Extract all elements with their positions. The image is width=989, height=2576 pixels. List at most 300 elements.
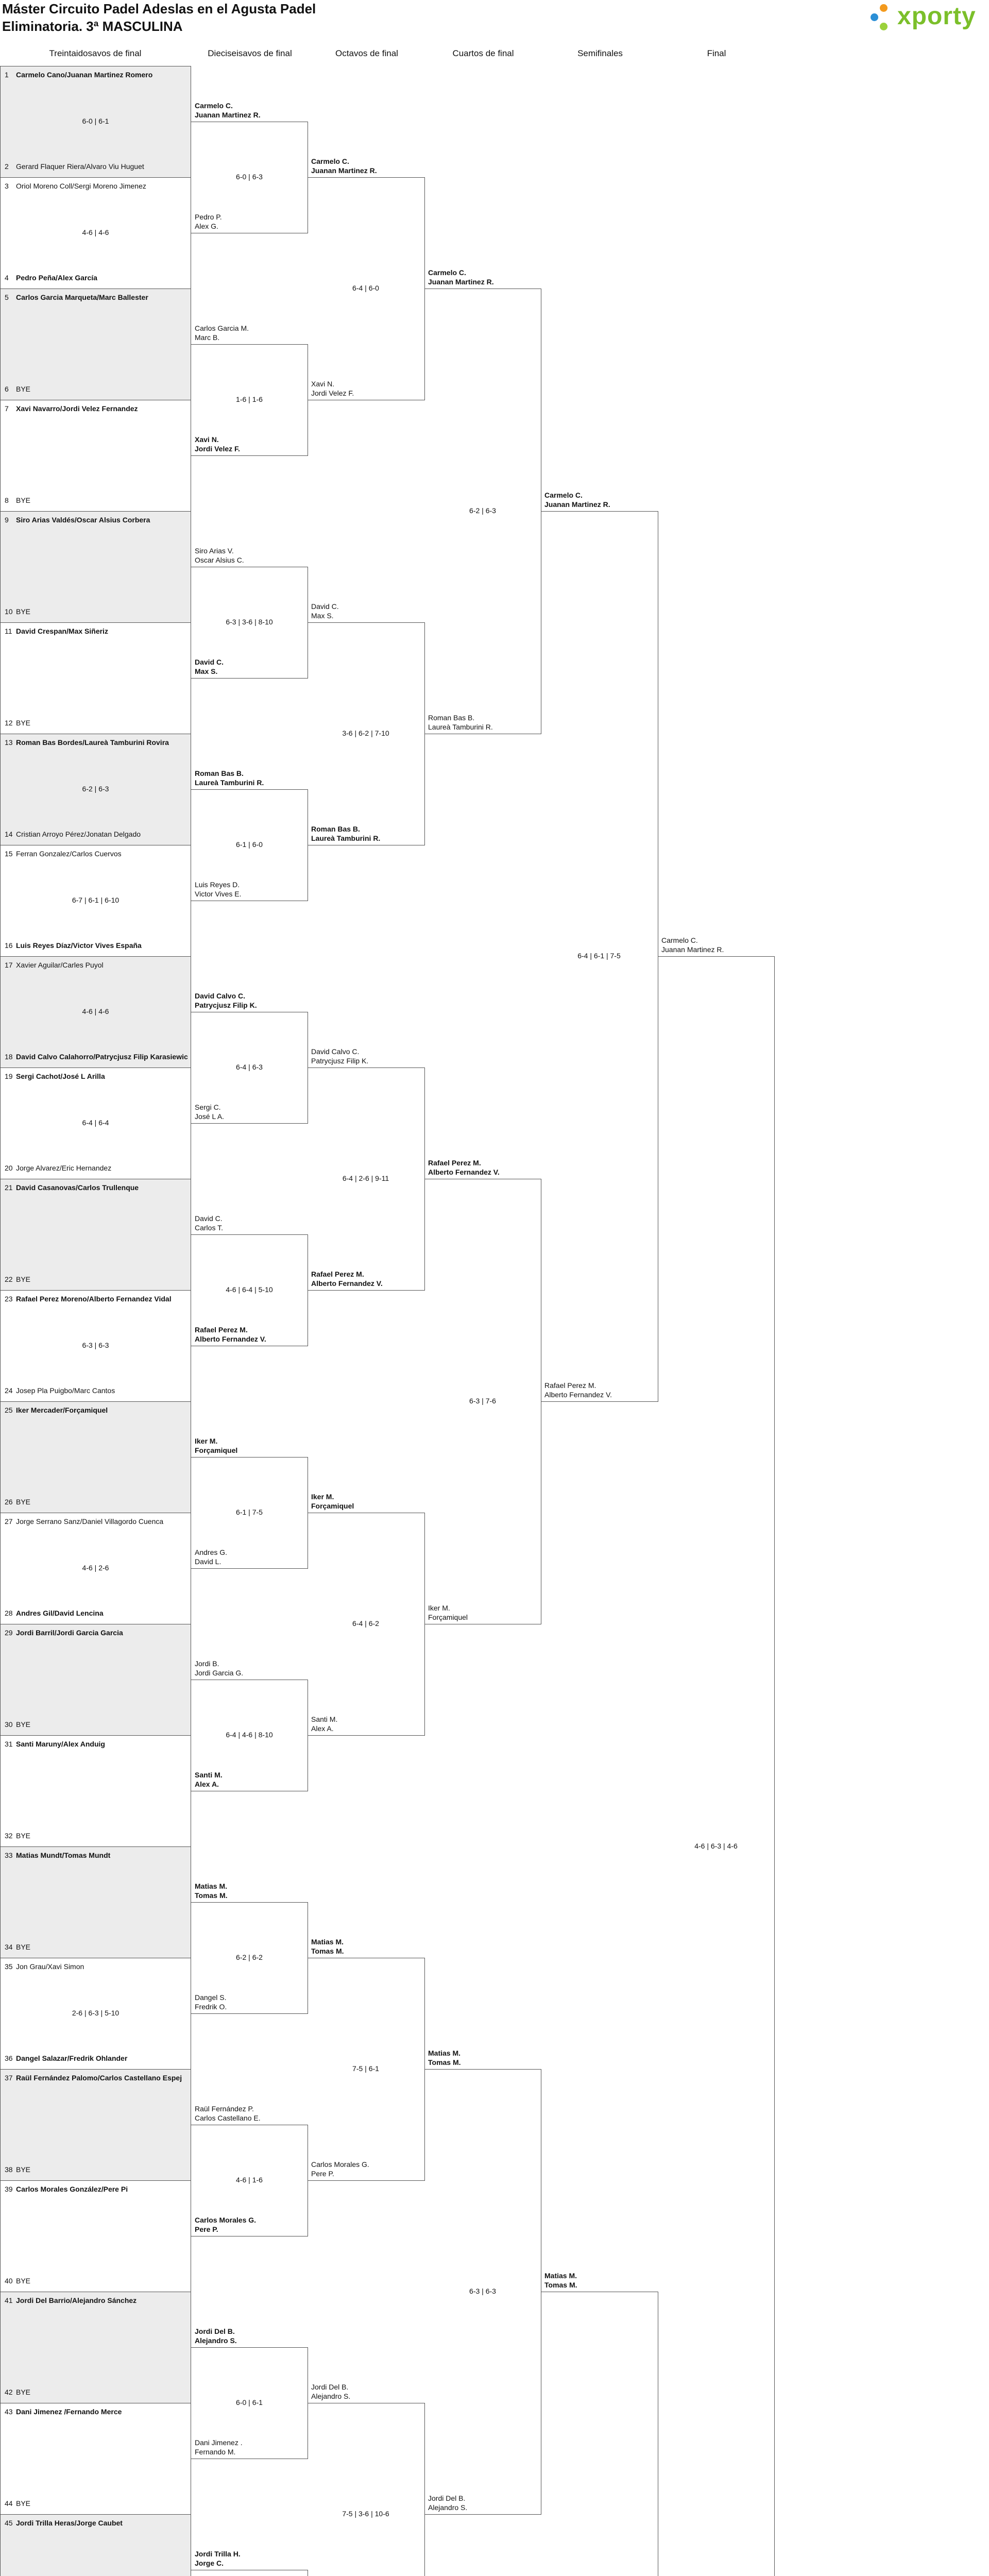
r4-match-score: 6-3 | 6-3 [469, 2287, 496, 2295]
r32-player-pair [5, 1164, 190, 1172]
r16-player-pair [195, 1770, 223, 1789]
player-pair-name: Dani Jimenez /Fernando Merce [16, 2408, 122, 2416]
r8-player-pair [311, 1047, 368, 1065]
player-pair-name: Carlos Garcia Marqueta/Marc Ballester [16, 293, 148, 301]
seed-number: 40 [5, 2277, 13, 2285]
r2-player-pair [544, 2271, 577, 2290]
round-header-final: Final [707, 48, 726, 58]
seed-number: 38 [5, 2165, 13, 2174]
player-name: Fredrik O. [195, 2003, 227, 2011]
seed-number: 11 [5, 627, 12, 635]
r16-player-pair [195, 1548, 227, 1566]
round-header-r8: Octavos de final [335, 48, 398, 58]
player-name: Iker M. [195, 1437, 218, 1445]
player-pair-name: BYE [16, 2499, 31, 2507]
seed-number: 24 [5, 1386, 13, 1395]
seed-number: 6 [5, 385, 9, 393]
r16-match-score: 6-1 | 7-5 [236, 1508, 263, 1516]
player-pair-name: David Casanovas/Carlos Trullenque [16, 1183, 139, 1192]
r32-match[interactable] [0, 1290, 191, 1401]
player-name: Jordi Velez F. [311, 389, 354, 397]
r32-match[interactable] [0, 2514, 191, 2576]
r16-bracket-line [191, 455, 308, 456]
r8-player-pair [311, 157, 377, 175]
r16-player-pair [195, 769, 264, 787]
seed-number: 33 [5, 1851, 13, 1859]
player-pair-name: BYE [16, 1832, 31, 1840]
player-name: Victor Vives E. [195, 890, 242, 898]
player-name: Matias M. [428, 2049, 461, 2057]
r32-player-pair [5, 1295, 190, 1303]
logo-dots-icon [871, 4, 896, 31]
r16-bracket-line [191, 1457, 308, 1458]
player-name: Alejandro S. [195, 2336, 237, 2345]
player-pair-name: Josep Pla Puigbo/Marc Cantos [16, 1386, 115, 1395]
player-name: Raül Fernández P. [195, 2105, 254, 2113]
player-pair-name: BYE [16, 1943, 31, 1951]
player-name: Rafael Perez M. [544, 1381, 596, 1389]
r32-player-pair [5, 404, 190, 413]
r8-match-score: 7-5 | 6-1 [352, 2064, 379, 2073]
player-name: Santi M. [195, 1771, 223, 1779]
r8-match-score: 6-4 | 6-0 [352, 284, 379, 292]
r32-match[interactable] [0, 1958, 191, 2069]
r16-player-pair [195, 1325, 266, 1344]
player-name: Jorge C. [195, 2559, 224, 2567]
player-name: David C. [195, 658, 224, 666]
seed-number: 13 [5, 738, 13, 747]
player-pair-name: BYE [16, 719, 31, 727]
seed-number: 28 [5, 1609, 13, 1617]
player-name: Fernando M. [195, 2448, 236, 2456]
player-name: Dangel S. [195, 1993, 227, 2002]
logo-text: xporty [897, 3, 976, 30]
player-pair-name: Sergi Cachot/José L Arilla [16, 1072, 105, 1080]
r16-player-pair [195, 1214, 223, 1232]
seed-number: 5 [5, 293, 9, 301]
r32-player-pair [5, 830, 190, 838]
r32-match[interactable] [0, 2403, 191, 2514]
player-name: Carmelo C. [661, 936, 698, 944]
player-name: Carlos T. [195, 1224, 223, 1232]
player-name: Alberto Fernandez V. [195, 1335, 266, 1343]
r32-player-pair [5, 1720, 190, 1728]
player-name: Forçamiquel [195, 1446, 238, 1454]
r32-player-pair [5, 1962, 190, 1971]
player-name: David L. [195, 1557, 221, 1566]
r32-player-pair [5, 71, 190, 79]
r16-match-score: 6-4 | 4-6 | 8-10 [226, 1731, 273, 1739]
seed-number: 19 [5, 1072, 13, 1080]
r16-match-score: 6-2 | 6-2 [236, 1953, 263, 1961]
r2-bracket-line [541, 511, 658, 512]
r32-match[interactable] [0, 956, 191, 1067]
r8-bracket-line [308, 177, 425, 178]
r32-player-pair [5, 1406, 190, 1414]
seed-number: 3 [5, 182, 9, 190]
r32-match[interactable] [0, 177, 191, 289]
player-pair-name: BYE [16, 607, 31, 616]
r8-bracket-line [308, 1067, 425, 1068]
r16-match-score: 6-4 | 6-3 [236, 1063, 263, 1071]
r32-match[interactable] [0, 2180, 191, 2292]
r32-match[interactable] [0, 1179, 191, 1290]
r8-player-pair [311, 2160, 369, 2178]
seed-number: 15 [5, 850, 13, 858]
r32-player-pair [5, 719, 190, 727]
seed-number: 16 [5, 941, 13, 950]
xporty-logo[interactable] [871, 2, 989, 33]
seed-number: 8 [5, 496, 9, 504]
player-pair-name: Xavi Navarro/Jordi Velez Fernandez [16, 404, 138, 413]
r8-player-pair [311, 1492, 354, 1511]
r32-player-pair [5, 1275, 190, 1283]
round-header-r32: Treintaidosavos de final [49, 48, 142, 58]
player-name: Carmelo C. [544, 491, 583, 499]
player-name: Carlos Morales G. [311, 2160, 369, 2168]
r32-player-pair [5, 1053, 190, 1061]
r8-player-pair [311, 602, 339, 620]
player-name: Siro Arias V. [195, 547, 234, 555]
final-bracket-line [658, 956, 775, 957]
r16-match-score: 4-6 | 6-4 | 5-10 [226, 1285, 273, 1294]
r8-bracket-line [308, 1290, 425, 1291]
seed-number: 37 [5, 2074, 13, 2082]
match-score: 6-7 | 6-1 | 6-10 [72, 896, 120, 904]
player-name: Patrycjusz Filip K. [195, 1001, 257, 1009]
player-name: Jordi Del B. [311, 2383, 349, 2391]
player-name: Roman Bas B. [428, 714, 475, 722]
player-name: Forçamiquel [428, 1613, 468, 1621]
player-name: Alejandro S. [428, 2503, 468, 2512]
seed-number: 2 [5, 162, 9, 171]
match-score: 6-2 | 6-3 [82, 785, 109, 793]
player-pair-name: Luis Reyes Díaz/Victor Vives España [16, 941, 142, 950]
r16-bracket-line [191, 1123, 308, 1124]
seed-number: 41 [5, 2296, 13, 2304]
r4-player-pair [428, 268, 494, 286]
r16-player-pair [195, 1882, 228, 1900]
r32-player-pair [5, 961, 190, 969]
player-pair-name: Jordi Barril/Jordi Garcia Garcia [16, 1629, 123, 1637]
player-name: Juanan Martinez R. [311, 166, 377, 175]
r16-bracket-line [191, 678, 308, 679]
seed-number: 36 [5, 2054, 13, 2062]
seed-number: 26 [5, 1498, 13, 1506]
r32-player-pair [5, 1943, 190, 1951]
r4-player-pair [428, 2494, 467, 2512]
player-pair-name: Rafael Perez Moreno/Alberto Fernandez Vidal [16, 1295, 172, 1303]
player-pair-name: Gerard Flaquer Riera/Alvaro Viu Huguet [16, 162, 144, 171]
r2-bracket-line [541, 1401, 658, 1402]
player-name: Carlos Garcia M. [195, 324, 249, 332]
seed-number: 39 [5, 2185, 13, 2193]
player-name: Juanan Martinez R. [544, 500, 610, 509]
player-name: Luis Reyes D. [195, 880, 240, 889]
player-name: Alejandro S. [311, 2392, 351, 2400]
r16-player-pair [195, 2327, 237, 2345]
player-name: Carmelo C. [195, 101, 233, 110]
r2-player-pair [544, 490, 610, 509]
r8-player-pair [311, 1715, 337, 1733]
player-name: Xavi N. [311, 380, 335, 388]
player-name: Alex G. [195, 222, 218, 230]
match-score: 6-4 | 6-4 [82, 1118, 109, 1127]
match-score: 4-6 | 4-6 [82, 1007, 109, 1015]
r32-player-pair [5, 1609, 190, 1617]
seed-number: 35 [5, 1962, 13, 1971]
final-player-pair [661, 936, 724, 954]
r32-player-pair [5, 1498, 190, 1506]
player-name: Iker M. [428, 1604, 450, 1612]
seed-number: 31 [5, 1740, 13, 1748]
seed-number: 1 [5, 71, 9, 79]
seed-number: 12 [5, 719, 13, 727]
r32-player-pair [5, 2185, 190, 2193]
player-pair-name: Raül Fernández Palomo/Carlos Castellano Espej [16, 2074, 182, 2082]
r8-match-score: 3-6 | 6-2 | 7-10 [342, 729, 389, 737]
r32-player-pair [5, 1072, 190, 1080]
r32-match[interactable] [0, 2069, 191, 2180]
final-bracket-line [774, 956, 775, 2576]
seed-number: 23 [5, 1295, 13, 1303]
r32-match[interactable] [0, 1067, 191, 1179]
seed-number: 7 [5, 404, 9, 413]
player-name: Iker M. [311, 1493, 334, 1501]
player-name: Carmelo C. [311, 157, 349, 165]
r8-match-score: 6-4 | 6-2 [352, 1619, 379, 1628]
player-name: Alberto Fernandez V. [428, 1168, 500, 1176]
player-pair-name: Jordi Del Barrio/Alejandro Sánchez [16, 2296, 137, 2304]
r16-bracket-line [191, 344, 308, 345]
r16-player-pair [195, 2438, 243, 2456]
r4-bracket-line [424, 2514, 541, 2515]
player-name: David C. [195, 1214, 223, 1223]
r32-match[interactable] [0, 734, 191, 845]
player-name: Pere P. [311, 2170, 334, 2178]
player-pair-name: Andres Gil/David Lencina [16, 1609, 104, 1617]
r16-bracket-line [191, 789, 308, 790]
player-name: Juanan Martinez R. [428, 278, 494, 286]
player-name: Pedro P. [195, 213, 222, 221]
seed-number: 17 [5, 961, 13, 969]
player-name: Matias M. [311, 1938, 344, 1946]
r32-player-pair [5, 274, 190, 282]
r32-match[interactable] [0, 66, 191, 177]
player-name: David Calvo C. [311, 1047, 360, 1056]
r32-match[interactable] [0, 1735, 191, 1846]
r8-bracket-line [308, 2180, 425, 2181]
player-pair-name: Jorge Alvarez/Eric Hernandez [16, 1164, 112, 1172]
r2-player-pair [544, 1381, 612, 1399]
r16-match-score: 6-0 | 6-3 [236, 173, 263, 181]
r16-player-pair [195, 1659, 243, 1677]
player-pair-name: Roman Bas Bordes/Laureà Tamburini Rovira [16, 738, 169, 747]
player-name: David C. [311, 602, 339, 611]
r4-match-score: 6-2 | 6-3 [469, 506, 496, 515]
player-name: Jordi Del B. [195, 2327, 235, 2335]
player-name: Alberto Fernandez V. [544, 1391, 612, 1399]
r8-bracket-line [424, 2403, 425, 2576]
r2-match-score: 6-4 | 6-1 | 7-5 [577, 952, 621, 960]
r32-player-pair [5, 1740, 190, 1748]
player-pair-name: Iker Mercader/Forçamiquel [16, 1406, 108, 1414]
r32-player-pair [5, 2388, 190, 2396]
player-pair-name: Jon Grau/Xavi Simon [16, 1962, 84, 1971]
player-name: Juanan Martinez R. [661, 945, 724, 954]
r32-player-pair [5, 516, 190, 524]
r32-player-pair [5, 2277, 190, 2285]
seed-number: 43 [5, 2408, 13, 2416]
seed-number: 14 [5, 830, 13, 838]
seed-number: 30 [5, 1720, 13, 1728]
r16-player-pair [195, 657, 224, 676]
page-title [2, 0, 316, 35]
r32-match[interactable] [0, 1513, 191, 1624]
r32-match[interactable] [0, 289, 191, 400]
r16-player-pair [195, 1436, 237, 1455]
r16-match-score: 4-6 | 1-6 [236, 2176, 263, 2184]
r16-player-pair [195, 880, 242, 899]
r32-player-pair [5, 1832, 190, 1840]
player-name: Pere P. [195, 2225, 218, 2233]
player-pair-name: BYE [16, 496, 31, 504]
match-score: 4-6 | 4-6 [82, 228, 109, 236]
player-name: Marc B. [195, 333, 220, 342]
player-name: Max S. [195, 667, 218, 675]
player-name: Alex A. [311, 1724, 334, 1733]
match-score: 6-0 | 6-1 [82, 117, 109, 125]
r32-match[interactable] [0, 1401, 191, 1513]
r32-player-pair [5, 2519, 190, 2527]
r8-player-pair [311, 1269, 383, 1288]
r16-player-pair [195, 991, 257, 1010]
player-name: Oscar Alsius C. [195, 556, 244, 564]
r32-player-pair [5, 738, 190, 747]
player-pair-name: BYE [16, 1720, 31, 1728]
player-name: Sergi C. [195, 1103, 221, 1111]
seed-number: 20 [5, 1164, 13, 1172]
r32-player-pair [5, 162, 190, 171]
seed-number: 29 [5, 1629, 13, 1637]
r32-player-pair [5, 2074, 190, 2082]
r16-player-pair [195, 324, 249, 342]
player-pair-name: BYE [16, 2388, 31, 2396]
title-line-1: Máster Circuito Padel Adeslas en el Agusta Padel [2, 1, 316, 16]
player-name: Santi M. [311, 1715, 338, 1723]
r16-match-score: 6-1 | 6-0 [236, 840, 263, 849]
r32-player-pair [5, 1183, 190, 1192]
player-name: Jordi Garcia G. [195, 1669, 244, 1677]
r32-player-pair [5, 496, 190, 504]
player-name: José L A. [195, 1112, 225, 1121]
player-pair-name: Jorge Serrano Sanz/Daniel Villagordo Cuenca [16, 1517, 164, 1526]
round-header-qf: Cuartos de final [452, 48, 514, 58]
player-name: Tomas M. [311, 1947, 344, 1955]
player-name: Jordi Trilla H. [195, 2550, 241, 2558]
seed-number: 25 [5, 1406, 13, 1414]
seed-number: 45 [5, 2519, 13, 2527]
r32-match[interactable] [0, 400, 191, 511]
r32-match[interactable] [0, 2292, 191, 2403]
player-pair-name: BYE [16, 2165, 31, 2174]
player-pair-name: Santi Maruny/Alex Anduig [16, 1740, 105, 1748]
player-name: Tomas M. [428, 2058, 461, 2066]
final-match-score: 4-6 | 6-3 | 4-6 [694, 1842, 738, 1850]
r8-match-score: 6-4 | 2-6 | 9-11 [342, 1174, 389, 1182]
r8-player-pair [311, 824, 380, 843]
player-name: Jordi Del B. [428, 2494, 466, 2502]
player-pair-name: Cristian Arroyo Pérez/Jonatan Delgado [16, 830, 141, 838]
player-pair-name: Xavier Aguilar/Carles Puyol [16, 961, 104, 969]
player-name: Dani Jimenez . [195, 2438, 243, 2447]
r32-match[interactable] [0, 1846, 191, 1958]
r8-bracket-line [308, 622, 425, 623]
r4-player-pair [428, 1158, 500, 1177]
player-name: Rafael Perez M. [428, 1159, 481, 1167]
seed-number: 10 [5, 607, 13, 616]
player-pair-name: David Calvo Calahorro/Patrycjusz Filip Karasiewic [16, 1053, 188, 1061]
r16-bracket-line [191, 1234, 308, 1235]
player-name: Max S. [311, 612, 334, 620]
player-name: Laureà Tamburini R. [195, 778, 264, 787]
player-pair-name: Ferran Gonzalez/Carlos Cuervos [16, 850, 122, 858]
r32-match[interactable] [0, 622, 191, 734]
player-name: Roman Bas B. [195, 769, 244, 777]
r16-player-pair [195, 212, 222, 231]
r32-player-pair [5, 941, 190, 950]
r16-match-score: 1-6 | 1-6 [236, 395, 263, 403]
r16-player-pair [195, 435, 240, 453]
r16-player-pair [195, 101, 261, 120]
r16-bracket-line [191, 2347, 308, 2348]
seed-number: 9 [5, 516, 9, 524]
r16-bracket-line [191, 2013, 308, 2014]
r32-player-pair [5, 2054, 190, 2062]
r16-player-pair [195, 2549, 241, 2568]
r32-player-pair [5, 607, 190, 616]
r16-player-pair [195, 1993, 227, 2011]
r32-player-pair [5, 2499, 190, 2507]
r8-player-pair [311, 379, 354, 398]
player-pair-name: Pedro Peña/Alex García [16, 274, 97, 282]
r32-player-pair [5, 385, 190, 393]
player-pair-name: BYE [16, 1498, 31, 1506]
player-pair-name: BYE [16, 385, 31, 393]
player-name: Carlos Castellano E. [195, 2114, 261, 2122]
r32-player-pair [5, 1517, 190, 1526]
player-name: Rafael Perez M. [311, 1270, 364, 1278]
r16-match-score: 6-0 | 6-1 [236, 2398, 263, 2406]
r32-match[interactable] [0, 845, 191, 956]
r16-player-pair [195, 546, 244, 565]
seed-number: 4 [5, 274, 9, 282]
round-header-r16: Dieciseisavos de final [208, 48, 292, 58]
r32-match[interactable] [0, 511, 191, 622]
player-name: Laureà Tamburini R. [428, 723, 493, 731]
player-name: Alex A. [195, 1780, 219, 1788]
player-pair-name: Dangel Salazar/Fredrik Ohlander [16, 2054, 128, 2062]
r4-bracket-line [424, 2069, 541, 2070]
r32-player-pair [5, 1386, 190, 1395]
player-name: Juanan Martinez R. [195, 111, 261, 119]
r32-match[interactable] [0, 1624, 191, 1735]
match-score: 2-6 | 6-3 | 5-10 [72, 2009, 120, 2017]
r4-player-pair [428, 713, 493, 732]
player-name: Matias M. [544, 2272, 577, 2280]
r32-player-pair [5, 293, 190, 301]
player-pair-name: Siro Arias Valdés/Oscar Alsius Corbera [16, 516, 150, 524]
